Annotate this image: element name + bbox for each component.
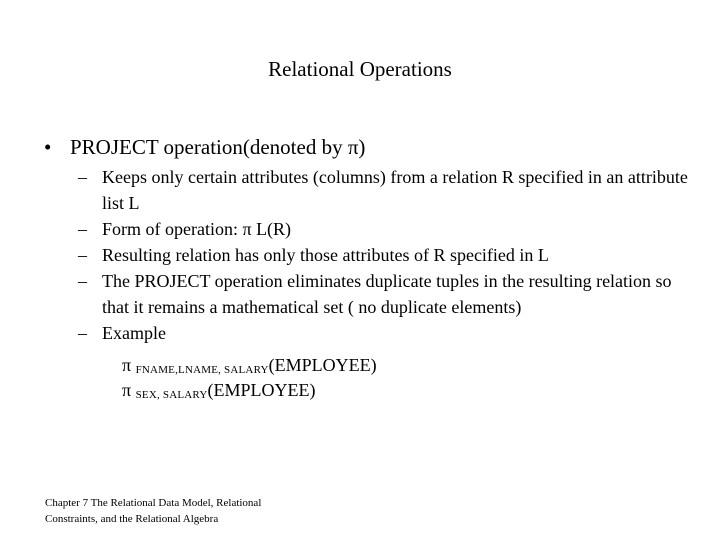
slide-title: Relational Operations (268, 57, 452, 81)
projection-attribute-list: FNAME,LNAME, SALARY (135, 364, 269, 376)
bullet-text: PROJECT operation(denoted by π) (70, 135, 366, 159)
example-projection-sex-salary (122, 379, 315, 406)
bullet-project-operation (44, 133, 365, 161)
relation-name: (EMPLOYEE) (207, 380, 316, 400)
sub-item-form-of-operation (78, 216, 688, 242)
sub-item-text: Form of operation: π L(R) (102, 219, 292, 239)
dash-marker: – (78, 167, 87, 187)
footer-line-1: Chapter 7 The Relational Data Model, Relational (45, 497, 262, 509)
bullet-marker: • (44, 135, 52, 159)
sub-item-text: Example (102, 323, 166, 343)
relation-name: (EMPLOYEE) (268, 355, 377, 375)
projection-attribute-list: SEX, SALARY (135, 389, 208, 401)
sub-item-text: Keeps only certain attributes (columns) from a relation R specified in an attribute list L (102, 167, 688, 213)
sub-item-text: The PROJECT operation eliminates duplicate tuples in the resulting relation so that it remains a mathematical set ( no duplicate elements) (102, 271, 672, 317)
slide-footer (45, 495, 261, 527)
sub-item-eliminates-duplicates (78, 268, 688, 320)
dash-marker: – (78, 219, 87, 239)
example-projection-fname-lname-salary (122, 354, 377, 381)
footer-line-2: Constraints, and the Relational Algebra (45, 513, 219, 525)
dash-marker: – (78, 323, 87, 343)
sub-item-text: Resulting relation has only those attributes of R specified in L (102, 245, 549, 265)
sub-item-keeps-attributes (78, 164, 688, 216)
dash-marker: – (78, 271, 87, 291)
sub-item-example (78, 320, 688, 346)
pi-symbol: π (122, 380, 132, 400)
sub-item-resulting-relation (78, 242, 688, 268)
dash-marker: – (78, 245, 87, 265)
sub-bullet-list (78, 164, 688, 346)
pi-symbol: π (122, 355, 132, 375)
